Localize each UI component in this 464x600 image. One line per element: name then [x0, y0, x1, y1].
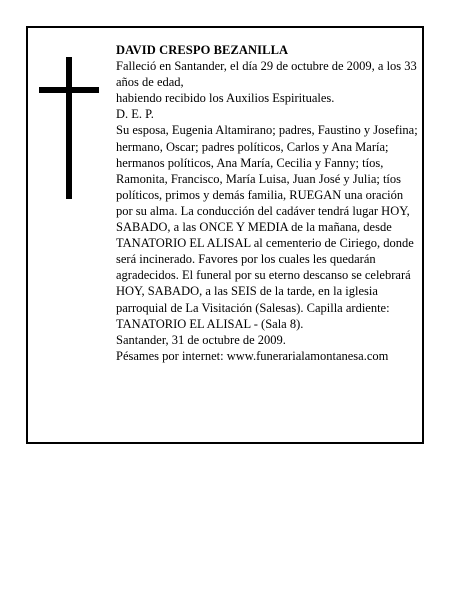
- deceased-name: DAVID CRESPO BEZANILLA: [116, 43, 289, 57]
- obituary-notice: [26, 26, 424, 444]
- cross-horizontal-bar: [39, 87, 99, 93]
- notice-text: [116, 42, 420, 364]
- notice-date: Santander, 31 de octubre de 2009.: [116, 332, 286, 347]
- dep-line: D. E. P.: [116, 107, 154, 122]
- death-statement: Falleció en Santander, el día 29 de octubre de 2009, a los 33 años de edad,: [116, 59, 417, 90]
- cross-vertical-bar: [66, 57, 72, 199]
- sacraments-statement: habiendo recibido los Auxilios Espirituales.: [116, 91, 335, 106]
- notice-body: Su esposa, Eugenia Altamirano; padres, Faustino y Josefina; hermano, Oscar; padres políticos, Carlos y Ana María; hermanos políticos, Ana María, Cecilia y Fanny; tíos, Ramonita, Francisco, María Luisa, Juan José y Julia; tíos políticos, primos y demás familia, RUEGAN una oración por su alma. La conducción del cadáver tendrá lugar HOY, SABADO, a las ONCE Y MEDIA de la mañana, desde TANATORIO EL ALISAL al cementerio de Ciriego, donde será incinerado. Favores por los cuales les quedarán agradecidos. El funeral por su eterno descanso se celebrará HOY, SABADO, a las SEIS de la tarde, en la iglesia parroquial de La Visitación (Salesas). Capilla ardiente: TANATORIO EL ALISAL - (Sala 8).: [116, 123, 418, 331]
- condolences-line: Pésames por internet: www.funerarialamontanesa.com: [116, 348, 389, 363]
- cross-icon: [39, 57, 99, 199]
